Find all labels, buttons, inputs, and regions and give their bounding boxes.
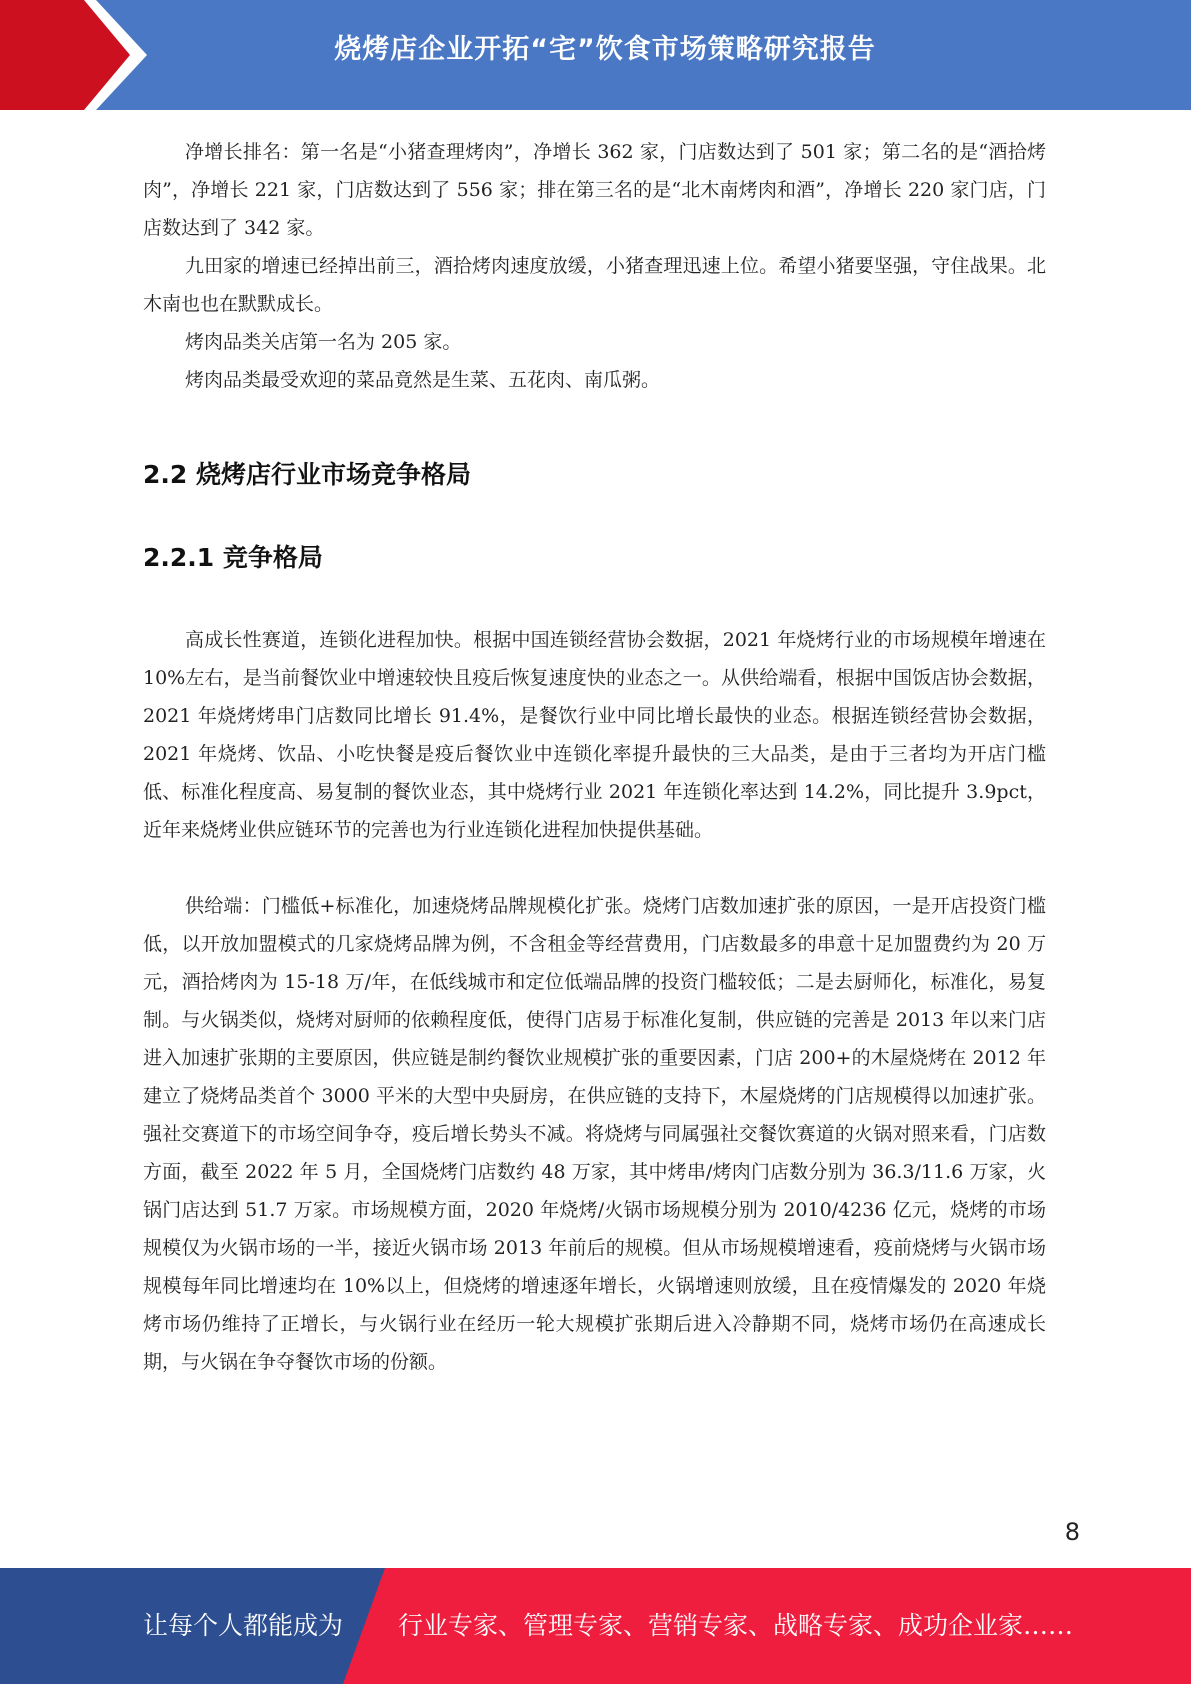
section-heading: 2.2 烧烤店行业市场竞争格局	[143, 460, 471, 489]
paragraph: 烤肉品类关店第一名为 205 家。	[185, 331, 462, 353]
page-header	[0, 0, 1191, 110]
subsection-heading: 2.2.1 竞争格局	[143, 543, 323, 572]
main-content	[143, 133, 1046, 1381]
footer-slogan-left: 让每个人都能成为	[143, 1611, 344, 1640]
paragraph: 高成长性赛道，连锁化进程加快。根据中国连锁经营协会数据，2021 年烧烤行业的市场规模年增速在 10%左右，是当前餐饮业中增速较快且疫后恢复速度快的业态之一。从供给端看，根据中国饭店协会数据，2021 年烧烤烤串门店数同比增长 91.4%，是餐饮行业中同比增长最快的业态。根据连锁经营协会数据，2021 年烧烤、饮品、小吃快餐是疫后餐饮业中连锁化率提升最快的三大品类，是由于三者均为开店门槛低、标准化程度高、易复制的餐饮业态，其中烧烤行业 2021 年连锁化率达到 14.2%，同比提升 3.9pct，近年来烧烤业供应链环节的完善也为行业连锁化进程加快提供基础。	[143, 629, 1046, 841]
page-footer	[0, 1568, 1191, 1684]
paragraph: 九田家的增速已经掉出前三，酒拾烤肉速度放缓，小猪查理迅速上位。希望小猪要坚强，守住战果。北木南也也在默默成长。	[143, 255, 1046, 315]
page-number: 8	[1064, 1518, 1080, 1546]
report-title: 烧烤店企业开拓“宅”饮食市场策略研究报告	[334, 34, 876, 65]
paragraph: 净增长排名：第一名是“小猪查理烤肉”，净增长 362 家，门店数达到了 501 家；第二名的是“酒拾烤肉”，净增长 221 家，门店数达到了 556 家；排在第三名的是“北木南烤肉和酒”，净增长 220 家门店，门店数达到了 342 家。	[143, 141, 1046, 239]
paragraph: 供给端：门槛低+标准化，加速烧烤品牌规模化扩张。烧烤门店数加速扩张的原因，一是开店投资门槛低，以开放加盟模式的几家烧烤品牌为例，不含租金等经营费用，门店数最多的串意十足加盟费约为 20 万元，酒拾烤肉为 15-18 万/年，在低线城市和定位低端品牌的投资门槛较低；二是去厨师化，标准化，易复制。与火锅类似，烧烤对厨师的依赖程度低，使得门店易于标准化复制，供应链的完善是 2013 年以来门店进入加速扩张期的主要原因，供应链是制约餐饮业规模扩张的重要因素，门店 200+的木屋烧烤在 2012 年建立了烧烤品类首个 3000 平米的大型中央厨房，在供应链的支持下，木屋烧烤的门店规模得以加速扩张。强社交赛道下的市场空间争夺，疫后增长势头不减。将烧烤与同属强社交餐饮赛道的火锅对照来看，门店数方面，截至 2022 年 5 月，全国烧烤门店数约 48 万家，其中烤串/烤肉门店数分别为 36.3/11.6 万家，火锅门店达到 51.7 万家。市场规模方面，2020 年烧烤/火锅市场规模分别为 2010/4236 亿元，烧烤的市场规模仅为火锅市场的一半，接近火锅市场 2013 年前后的规模。但从市场规模增速看，疫前烧烤与火锅市场规模每年同比增速均在 10%以上，但烧烤的增速逐年增长，火锅增速则放缓，且在疫情爆发的 2020 年烧烤市场仍维持了正增长，与火锅行业在经历一轮大规模扩张期后进入冷静期不同，烧烤市场仍在高速成长期，与火锅在争夺餐饮市场的份额。	[143, 895, 1046, 1373]
paragraph: 烤肉品类最受欢迎的菜品竟然是生菜、五花肉、南瓜粥。	[185, 369, 661, 391]
header-arrow-icon	[0, 0, 160, 110]
footer-slogan-right: 行业专家、管理专家、营销专家、战略专家、成功企业家……	[398, 1611, 1074, 1640]
